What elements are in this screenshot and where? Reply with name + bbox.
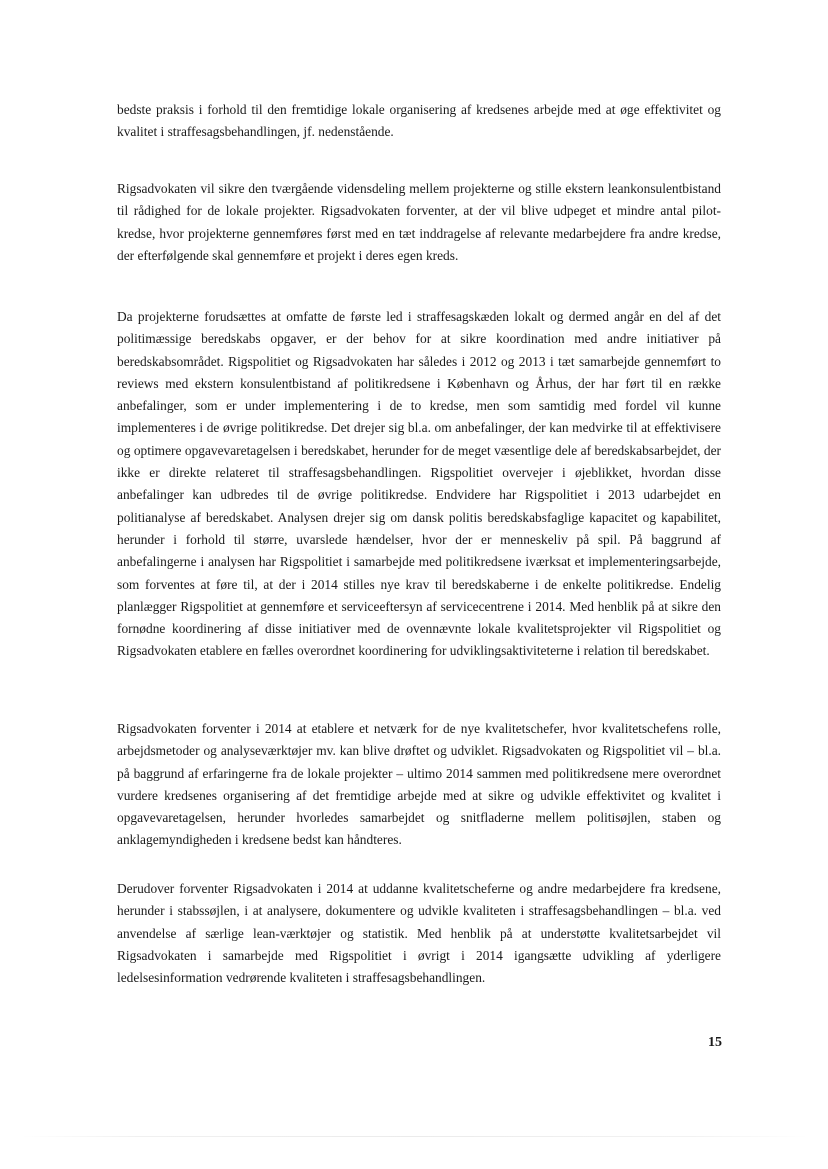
page-number: 15 <box>708 1035 722 1050</box>
paragraph-5: Derudover forventer Rigsadvokaten i 2014 at uddanne kvalitetscheferne og andre medarbejdere fra kredsene, herunder i stabssøjlen, i at analysere, dokumentere og udvikle kvaliteten i straffesagsbehandlingen – bl.a. ved anvendelse af særlige lean-værktøjer og statistik. Med henblik på at understøtte kvalitetsarbejdet vil Rigsadvokaten i samarbejde med Rigspolitiet i øvrigt i 2014 igangsætte udvikling af yderligere ledelsesinformation vedrørende kvaliteten i straffesagsbehandlingen. <box>117 881 721 986</box>
paragraph-1: bedste praksis i forhold til den fremtidige lokale organisering af kredsenes arbejde med at øge effektivitet og kvalitet i straffesagsbehandlingen, jf. nedenstående. <box>117 102 721 140</box>
paragraph-2: Rigsadvokaten vil sikre den tværgående vidensdeling mellem projekterne og stille ekstern leankonsulentbistand til rådighed for de lokale projekter. Rigsadvokaten forventer, at der vil blive udpeget et mindre antal pilot-kredse, hvor projekterne gennemføres først med en tæt inddragelse af relevante medarbejdere fra andre kredse, der efterfølgende skal gennemføre et projekt i deres egen kreds. <box>117 181 721 263</box>
paragraph-4: Rigsadvokaten forventer i 2014 at etablere et netværk for de nye kvalitetschefer, hvor kvalitetschefens rolle, arbejdsmetoder og analyseværktøjer mv. kan blive drøftet og udviklet. Rigsadvokaten og Rigspolitiet vil – bl.a. på baggrund af erfaringerne fra de lokale projekter – ultimo 2014 sammen med politikredsene mere overordnet vurdere kredsenes organisering af det fremtidige arbejde med at sikre og udvikle effektivitet og kvalitet i opgavevaretagelsen, herunder hvorledes samarbejdet og snitfladerne mellem politisøjlen, staben og anklagemyndigheden i kredsene bedst kan håndteres. <box>117 721 721 848</box>
scan-edge-divider <box>20 1136 810 1137</box>
paragraph-3: Da projekterne forudsættes at omfatte de første led i straffesagskæden lokalt og dermed angår en del af det politimæssige beredskabs opgaver, er der behov for at sikre koordination med andre initiativer på beredskabsområdet. Rigspolitiet og Rigsadvokaten har således i 2012 og 2013 i tæt samarbejde gennemført to reviews med ekstern konsulentbistand af politikredsene i København og Århus, der har ført til en række anbefalinger, som er under implementering i de to kredse, men som samtidig med fordel vil kunne implementeres i de øvrige politikredse. Det drejer sig bl.a. om anbefalinger, der kan medvirke til at effektivisere og optimere opgavevaretagelsen i beredskabet, herunder for de meget væsentlige dele af beredskabsarbejdet, der ikke er direkte relateret til straffesagsbehandlingen. Rigspolitiet overvejer i øjeblikket, hvordan disse anbefalinger kan udbredes til de øvrige politikredse. Endvidere har Rigspolitiet i 2013 udarbejdet en politianalyse af beredskabet. Analysen drejer sig om dansk politis beredskabsfaglige kapacitet og kapabilitet, herunder i forhold til større, uvarslede hændelser, hvor der er menneskeliv på spil. På baggrund af anbefalingerne i analysen har Rigspolitiet i samarbejde med politikredsene iværksat et implementeringsarbejde, som forventes at føre til, at der i 2014 stilles nye krav til beredskaberne i de enkelte politikredse. Endelig planlægger Rigspolitiet at gennemføre et serviceeftersyn af servicecentrene i 2014. Med henblik på at sikre den fornødne koordinering af disse initiativer med de ovennævnte lokale kvalitetsprojekter vil Rigspolitiet og Rigsadvokaten etablere en fælles overordnet koordinering for udviklingsaktiviteterne i relation til beredskabet. <box>117 309 721 659</box>
